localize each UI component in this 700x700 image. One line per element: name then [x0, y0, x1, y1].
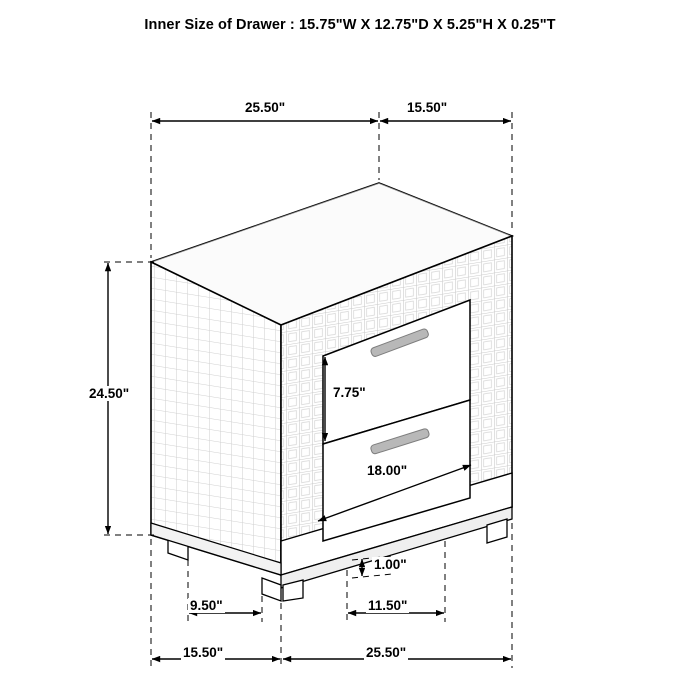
dim-label-foot-height: 1.00" — [374, 557, 407, 572]
dim-label-drawer-height: 7.75" — [333, 385, 366, 400]
dim-label-top-right: 15.50" — [407, 100, 448, 115]
page-title: Inner Size of Drawer : 15.75"W X 12.75"D X 5.25"H X 0.25"T — [144, 17, 556, 33]
dim-label-bottom-overall-left: 15.50" — [183, 645, 224, 660]
dim-label-top-left: 25.50" — [245, 100, 286, 115]
dim-label-bottom-front-right: 11.50" — [368, 598, 408, 613]
dim-label-bottom-front-left: 9.50" — [190, 598, 223, 613]
dim-label-drawer-width: 18.00" — [367, 463, 408, 478]
cabinet-side-front-foot — [262, 578, 281, 601]
dim-label-left-height: 24.50" — [89, 386, 130, 401]
dim-label-bottom-overall-right: 25.50" — [366, 645, 407, 660]
